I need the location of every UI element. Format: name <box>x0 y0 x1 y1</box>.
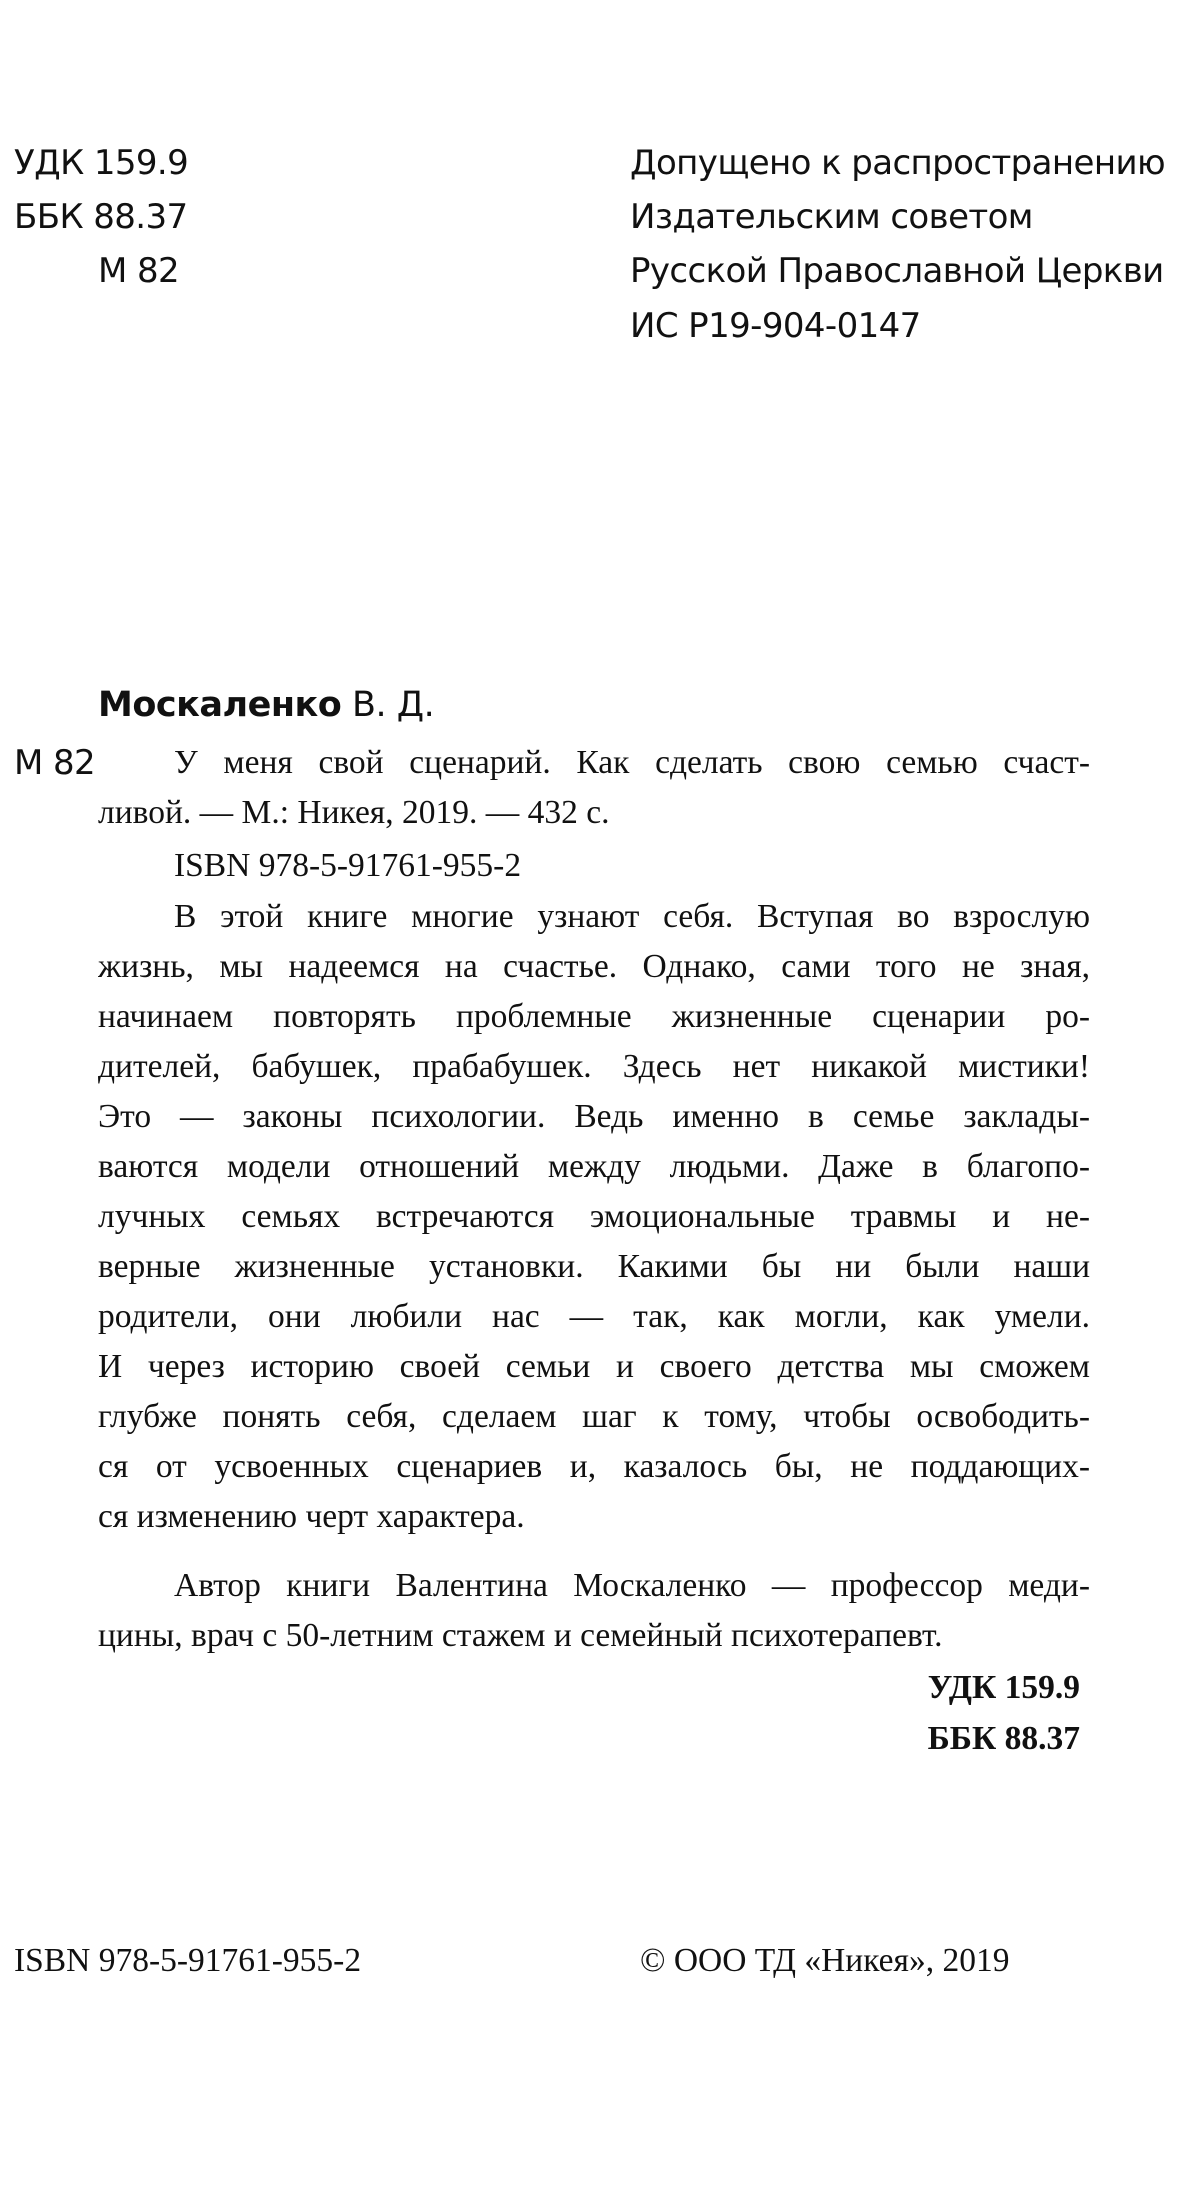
catalog-author-heading <box>98 680 434 730</box>
title-line-1: У меня свой сценарий. Как сделать свою семью счаст- <box>174 744 1090 781</box>
footer-copyright: © ООО ТД «Никея», 2019 <box>640 1942 1010 1979</box>
author-note-line-last: цины, врач с 50-летним стажем и семейный психотерапевт. <box>98 1617 943 1654</box>
catalog-bbk: ББК 88.37 <box>927 1720 1080 1757</box>
annotation-line: родители, они любили нас — так, как могли, как умели. <box>98 1298 1090 1335</box>
bbk-code: ББК 88.37 <box>14 197 188 237</box>
annotation-line: ся от усвоенных сценариев и, казалось бы, не поддающих- <box>98 1448 1090 1485</box>
catalog-author-mark: М 82 <box>14 743 96 783</box>
annotation-line: ваются модели отношений между людьми. Даже в благопо- <box>98 1148 1090 1185</box>
annotation-line: дителей, бабушек, прабабушек. Здесь нет никакой мистики! <box>98 1048 1090 1085</box>
annotation-line: В этой книге многие узнают себя. Вступая во взрослую <box>174 898 1090 935</box>
approval-line-3: Русской Православной Церкви <box>630 251 1164 291</box>
annotation-line: лучных семьях встречаются эмоциональные травмы и не- <box>98 1198 1090 1235</box>
approval-number: ИС Р19-904-0147 <box>630 306 921 346</box>
author-mark: М 82 <box>98 251 180 291</box>
annotation-line: верные жизненные установки. Какими бы ни были наши <box>98 1248 1090 1285</box>
author-note-line: Автор книги Валентина Москаленко — профессор меди- <box>174 1567 1090 1604</box>
annotation-line-last: ся изменению черт характера. <box>98 1498 525 1535</box>
annotation-line: начинаем повторять проблемные жизненные сценарии ро- <box>98 998 1090 1035</box>
author-note-paragraph <box>98 1561 1090 1661</box>
annotation-line: жизнь, мы надеемся на счастье. Однако, сами того не зная, <box>98 948 1090 985</box>
catalog-isbn: ISBN 978-5-91761-955-2 <box>174 847 522 884</box>
catalog-udk: УДК 159.9 <box>927 1669 1080 1706</box>
udk-code: УДК 159.9 <box>14 143 189 183</box>
catalog-title-block <box>98 738 1090 838</box>
author-initials: В. Д. <box>352 685 435 725</box>
annotation-line: глубже понять себя, сделаем шаг к тому, чтобы освободить- <box>98 1398 1090 1435</box>
annotation-paragraph <box>98 892 1090 1542</box>
approval-line-2: Издательским советом <box>630 197 1033 237</box>
footer-isbn: ISBN 978-5-91761-955-2 <box>14 1942 362 1979</box>
author-surname: Москаленко <box>98 685 342 725</box>
approval-line-1: Допущено к распространению <box>630 143 1165 183</box>
annotation-line: Это — законы психологии. Ведь именно в семье заклады- <box>98 1098 1090 1135</box>
annotation-line: И через историю своей семьи и своего детства мы сможем <box>98 1348 1090 1385</box>
title-line-2: ливой. — М.: Никея, 2019. — 432 с. <box>98 794 610 831</box>
